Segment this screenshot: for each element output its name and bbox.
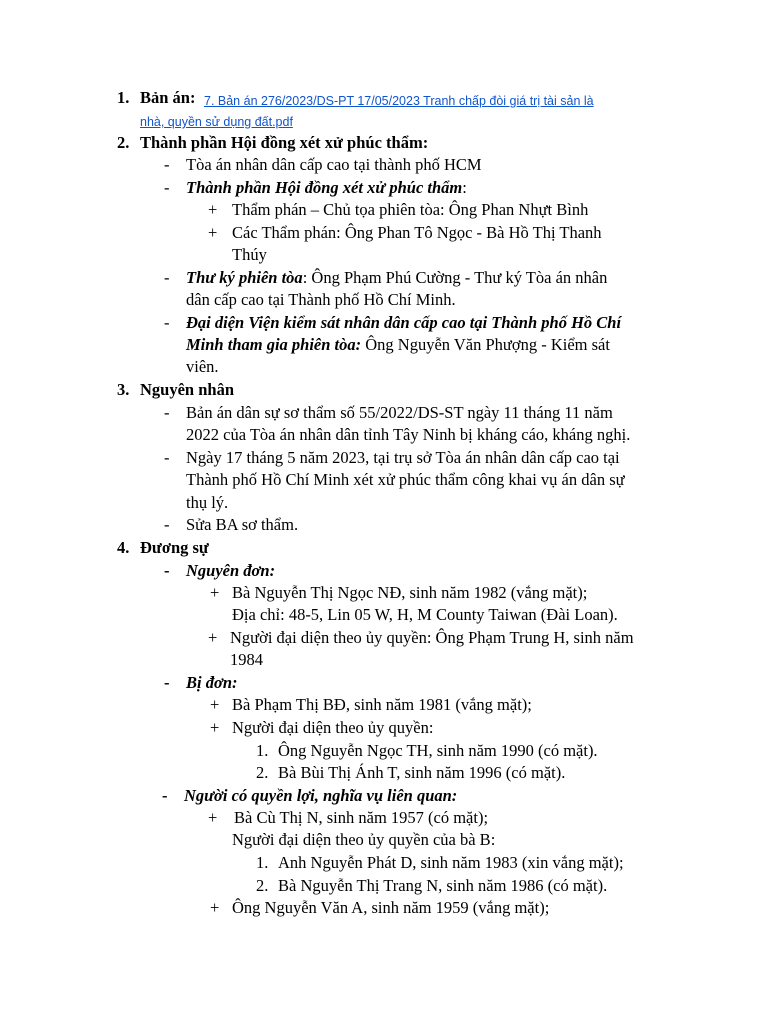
judges-line1: Các Thẩm phán: Ông Phan Tô Ngọc - Bà Hồ Thị Thanh	[232, 223, 602, 242]
court-name: Tòa án nhân dân cấp cao tại thành phố HCM	[186, 155, 482, 174]
list-number: 1.	[256, 741, 269, 760]
plus-bullet: +	[210, 583, 220, 602]
dash-bullet: -	[164, 268, 170, 287]
procuracy-label-line1: Đại diện Viện kiểm sát nhân dân cấp cao tại Thành phố Hồ Chí	[186, 313, 622, 332]
plaintiff-representative-line1: Người đại diện theo ủy quyền: Ông Phạm Trung H, sinh năm	[230, 628, 634, 647]
hearing-line2: Thành phố Hồ Chí Minh xét xử phúc thẩm công khai vụ án dân sự	[186, 470, 625, 489]
plus-bullet: +	[208, 808, 218, 827]
hearing-line3: thụ lý.	[186, 493, 229, 512]
plaintiff-representative-line2: 1984	[230, 650, 263, 669]
section-heading-ban-an: Bản án:	[140, 88, 196, 107]
section-number: 1.	[117, 88, 130, 107]
defendant-name: Bà Phạm Thị BĐ, sinh năm 1981 (vắng mặt);	[232, 695, 532, 714]
plus-bullet: +	[208, 628, 218, 647]
section-number: 2.	[117, 133, 130, 152]
presiding-judge: Thẩm phán – Chủ tọa phiên tòa: Ông Phan Nhựt Bình	[232, 200, 589, 219]
related-party-1-representative: Người đại diện theo ủy quyền của bà B:	[232, 830, 496, 849]
dash-bullet: -	[164, 515, 170, 534]
list-number: 2.	[256, 876, 269, 895]
dash-bullet: -	[164, 448, 170, 467]
plus-bullet: +	[210, 718, 220, 737]
judgment-file-link-cont[interactable]: nhà, quyền sử dụng đất.pdf	[140, 115, 293, 129]
plus-bullet: +	[208, 200, 218, 219]
clerk-label: Thư ký phiên tòa	[186, 268, 303, 287]
related-party-2: Ông Nguyễn Văn A, sinh năm 1959 (vắng mặt);	[232, 898, 550, 917]
clerk-line2: dân cấp cao tại Thành phố Hồ Chí Minh.	[186, 290, 456, 309]
defendant-representative: Người đại diện theo ủy quyền:	[232, 718, 434, 737]
first-instance-line1: Bản án dân sự sơ thẩm số 55/2022/DS-ST ngày 11 tháng 11 năm	[186, 403, 613, 422]
procuracy-label-line2: Minh tham gia phiên tòa:	[186, 335, 362, 354]
related-party-label: Người có quyền lợi, nghĩa vụ liên quan:	[184, 786, 458, 805]
related-rep-2: Bà Nguyễn Thị Trang N, sinh năm 1986 (có mặt).	[278, 876, 608, 895]
dash-bullet: -	[164, 561, 170, 580]
section-heading-parties: Đương sự	[140, 538, 209, 557]
section-heading-council: Thành phần Hội đồng xét xử phúc thẩm:	[140, 133, 429, 152]
plus-bullet: +	[210, 695, 220, 714]
list-number: 2.	[256, 763, 269, 782]
section-number: 3.	[117, 380, 130, 399]
judges-line2: Thúy	[232, 245, 267, 264]
council-colon: :	[462, 178, 467, 197]
dash-bullet: -	[164, 178, 170, 197]
related-rep-1: Anh Nguyễn Phát D, sinh năm 1983 (xin vắng mặt);	[278, 853, 624, 872]
dash-bullet: -	[162, 786, 168, 805]
judgment-file-link[interactable]: 7. Bản án 276/2023/DS-PT 17/05/2023 Tranh chấp đòi giá trị tài sản là	[204, 94, 594, 108]
verdict-amended: Sửa BA sơ thẩm.	[186, 515, 299, 534]
section-number: 4.	[117, 538, 130, 557]
plaintiff-address: Địa chỉ: 48-5, Lin 05 W, H, M County Taiwan (Đài Loan).	[232, 605, 618, 624]
plus-bullet: +	[210, 898, 220, 917]
procuracy-line3: viên.	[186, 357, 219, 376]
defendant-label: Bị đơn:	[186, 673, 238, 692]
first-instance-line2: 2022 của Tòa án nhân dân tỉnh Tây Ninh bị kháng cáo, kháng nghị.	[186, 425, 631, 444]
dash-bullet: -	[164, 155, 170, 174]
plus-bullet: +	[208, 223, 218, 242]
clerk-name: : Ông Phạm Phú Cường - Thư ký Tòa án nhân	[302, 268, 608, 287]
section-heading-cause: Nguyên nhân	[140, 380, 234, 399]
hearing-line1: Ngày 17 tháng 5 năm 2023, tại trụ sở Tòa án nhân dân cấp cao tại	[186, 448, 620, 467]
plaintiff-name: Bà Nguyễn Thị Ngọc NĐ, sinh năm 1982 (vắng mặt);	[232, 583, 588, 602]
procuracy-name: Ông Nguyễn Văn Phượng - Kiểm sát	[361, 335, 610, 354]
list-number: 1.	[256, 853, 269, 872]
dash-bullet: -	[164, 403, 170, 422]
dash-bullet: -	[164, 673, 170, 692]
defendant-rep-2: Bà Bùi Thị Ánh T, sinh năm 1996 (có mặt).	[278, 763, 566, 782]
defendant-rep-1: Ông Nguyễn Ngọc TH, sinh năm 1990 (có mặt).	[278, 741, 598, 760]
dash-bullet: -	[164, 313, 170, 332]
related-party-1: Bà Cù Thị N, sinh năm 1957 (có mặt);	[234, 808, 489, 827]
council-label: Thành phần Hội đồng xét xử phúc thẩm	[186, 178, 463, 197]
plaintiff-label: Nguyên đơn:	[186, 561, 276, 580]
